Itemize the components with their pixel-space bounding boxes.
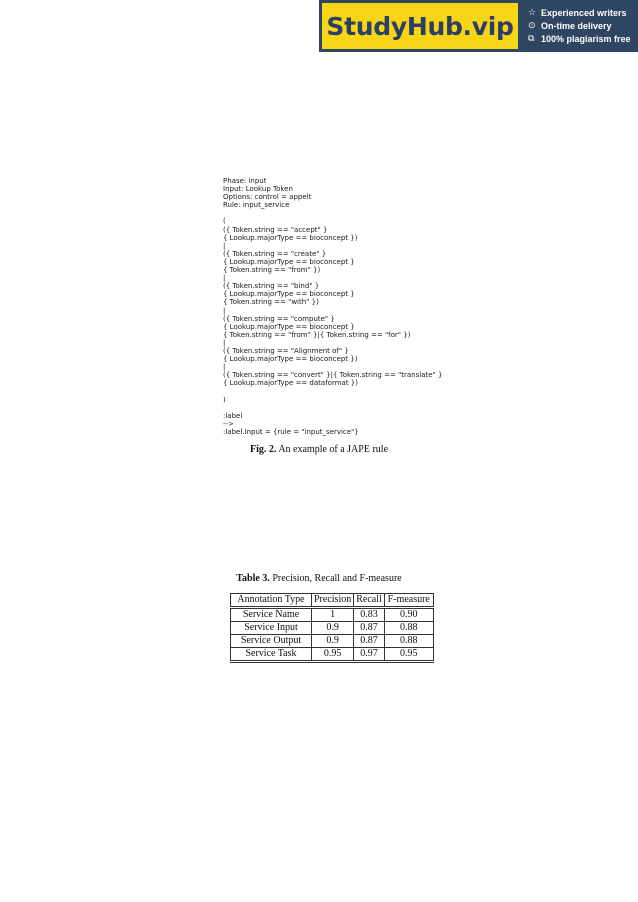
table-caption-text: Precision, Recall and F-measure bbox=[269, 573, 402, 584]
cell-recall: 0.87 bbox=[354, 622, 385, 635]
code-line: :label.Input = {rule = "input_service"} bbox=[223, 427, 359, 436]
cell-recall: 0.87 bbox=[354, 635, 385, 648]
cell-f-measure: 0.88 bbox=[384, 622, 433, 635]
cell-type: Service Input bbox=[231, 622, 312, 635]
table-label: Table 3. bbox=[236, 573, 270, 584]
code-line: --> bbox=[223, 419, 234, 428]
star-icon: ☆ bbox=[528, 7, 537, 18]
code-line: ({ Token.string == "compute" } bbox=[223, 314, 335, 323]
code-line: { Lookup.majorType == bioconcept } bbox=[223, 290, 355, 299]
cell-precision: 0.95 bbox=[312, 648, 354, 662]
table-row bbox=[231, 635, 434, 648]
code-line: ) bbox=[223, 395, 226, 404]
code-line: { Lookup.majorType == dataformat }) bbox=[223, 379, 358, 388]
header-recall: Recall bbox=[354, 594, 385, 608]
header-f-measure: F-measure bbox=[384, 594, 433, 608]
code-line: ({ Token.string == "Alignment of" } bbox=[223, 346, 349, 355]
figure-caption-text: An example of a JAPE rule bbox=[276, 444, 389, 455]
table-caption bbox=[0, 573, 638, 584]
results-table bbox=[230, 593, 434, 663]
cell-type: Service Name bbox=[231, 608, 312, 622]
header-annotation-type: Annotation Type bbox=[231, 594, 312, 608]
feature-item bbox=[528, 33, 631, 46]
table-row bbox=[231, 622, 434, 635]
code-line: :label bbox=[223, 411, 243, 420]
studyhub-logo[interactable]: StudyHub.vip bbox=[322, 3, 518, 49]
feature-list bbox=[528, 7, 631, 46]
cell-precision: 0.9 bbox=[312, 622, 354, 635]
code-line: ({ Token.string == "convert" }|{ Token.string == "translate" } bbox=[223, 371, 443, 380]
cell-precision: 0.9 bbox=[312, 635, 354, 648]
table-header-row bbox=[231, 594, 434, 608]
code-line: ({ Token.string == "create" } bbox=[223, 249, 327, 258]
ad-banner[interactable] bbox=[319, 0, 638, 52]
feature-text: 100% plagiarism free bbox=[541, 33, 631, 44]
code-line: { Token.string == "from" }|{ Token.string == "for" }) bbox=[223, 330, 411, 339]
feature-item bbox=[528, 7, 631, 20]
code-line: { Token.string == "from" }) bbox=[223, 266, 321, 275]
code-line: | bbox=[223, 363, 226, 372]
code-line: ({ Token.string == "accept" } bbox=[223, 225, 328, 234]
table-row bbox=[231, 608, 434, 622]
cell-f-measure: 0.90 bbox=[384, 608, 433, 622]
clock-icon: ⊙ bbox=[528, 20, 536, 31]
code-line: ({ Token.string == "bind" } bbox=[223, 282, 320, 291]
feature-text: Experienced writers bbox=[541, 7, 627, 18]
code-line: | bbox=[223, 306, 226, 315]
code-line: | bbox=[223, 274, 226, 283]
cell-f-measure: 0.95 bbox=[384, 648, 433, 662]
code-line: { Lookup.majorType == bioconcept } bbox=[223, 257, 355, 266]
cell-type: Service Task bbox=[231, 648, 312, 662]
cell-precision: 1 bbox=[312, 608, 354, 622]
copy-icon: ⧉ bbox=[528, 33, 535, 44]
code-line: { Lookup.majorType == bioconcept } bbox=[223, 322, 355, 331]
figure-label: Fig. 2. bbox=[249, 444, 277, 455]
figure-caption bbox=[0, 444, 638, 455]
header-precision: Precision bbox=[312, 594, 354, 608]
cell-type: Service Output bbox=[231, 635, 312, 648]
code-line: Phase: input bbox=[223, 177, 267, 185]
code-line: { Lookup.majorType == bioconcept }) bbox=[223, 233, 358, 242]
feature-item bbox=[528, 20, 631, 33]
cell-f-measure: 0.88 bbox=[384, 635, 433, 648]
code-line: | bbox=[223, 338, 226, 347]
code-line: ( bbox=[223, 217, 226, 226]
code-line: Rule: input_service bbox=[223, 201, 290, 210]
code-line: Input: Lookup Token bbox=[223, 185, 293, 194]
cell-recall: 0.97 bbox=[354, 648, 385, 662]
code-line: | bbox=[223, 241, 226, 250]
code-line: { Token.string == "with" }) bbox=[223, 298, 319, 307]
code-line: { Lookup.majorType == bioconcept }) bbox=[223, 355, 358, 364]
jape-rule-code bbox=[223, 177, 442, 436]
table-row bbox=[231, 648, 434, 662]
code-line: Options: control = appelt bbox=[223, 193, 312, 202]
cell-recall: 0.83 bbox=[354, 608, 385, 622]
feature-text: On-time delivery bbox=[541, 20, 612, 31]
